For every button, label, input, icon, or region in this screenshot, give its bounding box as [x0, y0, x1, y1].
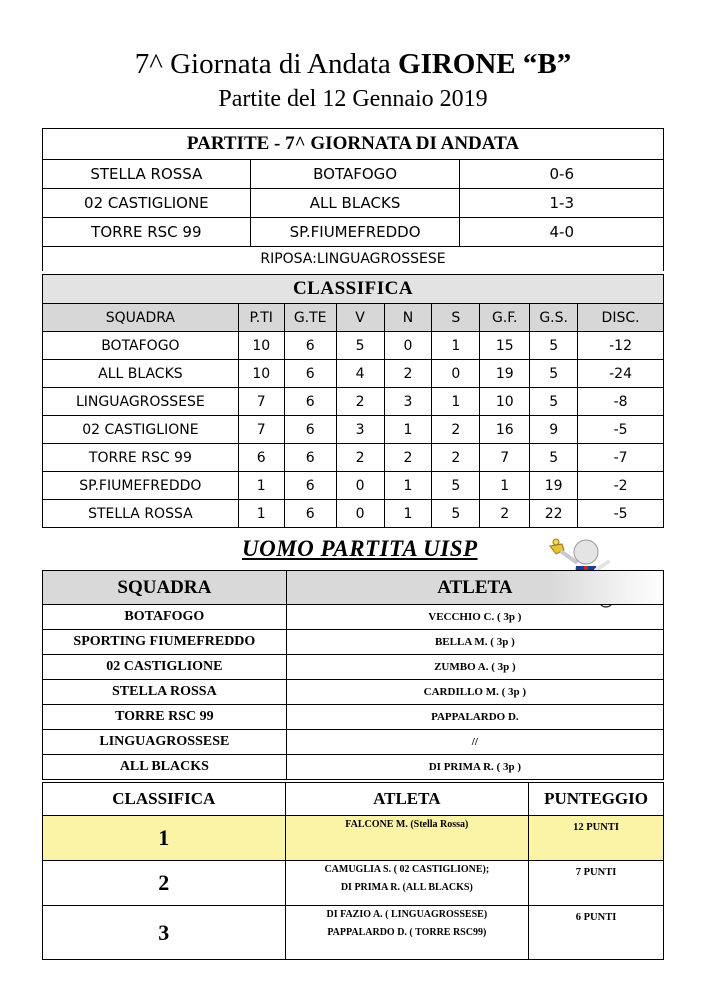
standings-cell: 4	[336, 360, 384, 388]
team-name: 02 CASTIGLIONE	[43, 416, 239, 444]
standings-cell: 0	[336, 500, 384, 528]
standings-cell: 1	[238, 500, 284, 528]
riposa-note: RIPOSA:LINGUAGROSSESE	[43, 247, 664, 272]
col-punteggio: PUNTEGGIO	[529, 783, 664, 816]
mom-athlete: PAPPALARDO D.	[286, 705, 663, 730]
standings-cell: 19	[480, 360, 530, 388]
man-of-match-table	[42, 570, 664, 780]
col-header: G.S.	[530, 304, 578, 332]
standings-cell: 6	[284, 388, 336, 416]
standings-cell: 15	[480, 332, 530, 360]
standings-cell: 6	[238, 444, 284, 472]
standings-cell: 6	[284, 500, 336, 528]
standings-cell: 3	[336, 416, 384, 444]
standings-table	[42, 274, 664, 528]
standings-cell: 2	[432, 416, 480, 444]
col-header: G.F.	[480, 304, 530, 332]
col-header: DISC.	[578, 304, 664, 332]
uomo-partita-title: UOMO PARTITA UISP	[242, 536, 478, 561]
page-subtitle: Partite del 12 Gennaio 2019	[218, 86, 488, 112]
match-row	[43, 218, 664, 247]
standings-row	[43, 444, 664, 472]
standings-cell: -12	[578, 332, 664, 360]
man-of-match-row	[43, 655, 664, 680]
col-classifica: CLASSIFICA	[43, 783, 286, 816]
standings-header-row	[43, 304, 664, 332]
rank-athlete	[285, 906, 529, 960]
standings-cell: 1	[480, 472, 530, 500]
player-ranking-table	[42, 782, 664, 960]
match-score: 1-3	[460, 189, 664, 218]
standings-cell: -5	[578, 500, 664, 528]
rank-athlete	[285, 861, 529, 906]
rank-points: 7 PUNTI	[529, 861, 664, 906]
mom-team: BOTAFOGO	[43, 605, 287, 630]
mom-team: LINGUAGROSSESE	[43, 730, 287, 755]
standings-cell: 19	[530, 472, 578, 500]
standings-cell: 7	[238, 388, 284, 416]
ranking-row	[43, 816, 664, 861]
team-name: LINGUAGROSSESE	[43, 388, 239, 416]
standings-cell: 5	[530, 444, 578, 472]
standings-cell: 0	[336, 472, 384, 500]
matches-table	[42, 128, 664, 271]
standings-cell: 5	[336, 332, 384, 360]
standings-row	[43, 360, 664, 388]
match-row	[43, 160, 664, 189]
title-main: 7^ Giornata di Andata	[134, 48, 391, 80]
man-of-match-header	[43, 571, 664, 605]
standings-cell: 5	[432, 472, 480, 500]
rank-athlete-line: PAPPALARDO D. ( TORRE RSC99)	[327, 927, 487, 938]
col-header: N	[384, 304, 432, 332]
man-of-match-row	[43, 680, 664, 705]
standings-cell: 5	[530, 360, 578, 388]
mom-athlete: ZUMBO A. ( 3p )	[286, 655, 663, 680]
standings-cell: 22	[530, 500, 578, 528]
standings-cell: -24	[578, 360, 664, 388]
standings-cell: 2	[336, 444, 384, 472]
man-of-match-row	[43, 730, 664, 755]
standings-cell: 1	[384, 472, 432, 500]
col-header: P.TI	[238, 304, 284, 332]
team-name: SP.FIUMEFREDDO	[43, 472, 239, 500]
standings-row	[43, 332, 664, 360]
man-of-match-row	[43, 630, 664, 655]
standings-cell: 2	[480, 500, 530, 528]
ranking-header	[43, 783, 664, 816]
standings-cell: 6	[284, 332, 336, 360]
standings-cell: 7	[480, 444, 530, 472]
rank-points: 6 PUNTI	[529, 906, 664, 960]
standings-cell: 0	[384, 332, 432, 360]
standings-cell: 10	[238, 360, 284, 388]
standings-cell: -2	[578, 472, 664, 500]
match-home: TORRE RSC 99	[43, 218, 251, 247]
standings-cell: 6	[284, 360, 336, 388]
standings-cell: -8	[578, 388, 664, 416]
standings-cell: 2	[384, 360, 432, 388]
standings-cell: -5	[578, 416, 664, 444]
standings-cell: 5	[530, 388, 578, 416]
mom-athlete: VECCHIO C. ( 3p )	[286, 605, 663, 630]
man-of-match-row	[43, 755, 664, 780]
standings-cell: 5	[432, 500, 480, 528]
match-score: 4-0	[460, 218, 664, 247]
standings-row	[43, 416, 664, 444]
mom-athlete: //	[286, 730, 663, 755]
match-away: BOTAFOGO	[250, 160, 460, 189]
man-of-match-row	[43, 705, 664, 730]
team-name: STELLA ROSSA	[43, 500, 239, 528]
standings-cell: 3	[384, 388, 432, 416]
mom-team: ALL BLACKS	[43, 755, 287, 780]
mom-team: STELLA ROSSA	[43, 680, 287, 705]
standings-cell: 5	[530, 332, 578, 360]
match-home: 02 CASTIGLIONE	[43, 189, 251, 218]
standings-cell: 9	[530, 416, 578, 444]
col-header: V	[336, 304, 384, 332]
col-header: SQUADRA	[43, 304, 239, 332]
standings-cell: -7	[578, 444, 664, 472]
rank-athlete-line: FALCONE M. (Stella Rossa)	[345, 819, 469, 830]
rank-position: 3	[43, 906, 286, 960]
rank-position: 2	[43, 861, 286, 906]
standings-title: CLASSIFICA	[43, 275, 664, 304]
match-row	[43, 189, 664, 218]
standings-cell: 10	[238, 332, 284, 360]
rank-athlete	[285, 816, 529, 861]
col-atleta: ATLETA	[286, 571, 663, 605]
matches-title: PARTITE - 7^ GIORNATA DI ANDATA	[43, 129, 664, 160]
standings-cell: 6	[284, 416, 336, 444]
team-name: BOTAFOGO	[43, 332, 239, 360]
col-header: S	[432, 304, 480, 332]
mom-athlete: DI PRIMA R. ( 3p )	[286, 755, 663, 780]
match-score: 0-6	[460, 160, 664, 189]
man-of-match-body	[43, 605, 664, 780]
team-name: TORRE RSC 99	[43, 444, 239, 472]
mom-team: SPORTING FIUMEFREDDO	[43, 630, 287, 655]
col-atleta: ATLETA	[285, 783, 529, 816]
standings-cell: 1	[432, 332, 480, 360]
standings-row	[43, 500, 664, 528]
standings-row	[43, 388, 664, 416]
standings-body	[43, 332, 664, 528]
ranking-row	[43, 906, 664, 960]
standings-cell: 1	[384, 500, 432, 528]
rank-athlete-line: CAMUGLIA S. ( 02 CASTIGLIONE);	[324, 864, 490, 875]
standings-cell: 16	[480, 416, 530, 444]
col-squadra: SQUADRA	[43, 571, 287, 605]
mom-team: 02 CASTIGLIONE	[43, 655, 287, 680]
standings-cell: 7	[238, 416, 284, 444]
standings-cell: 1	[384, 416, 432, 444]
standings-cell: 10	[480, 388, 530, 416]
standings-cell: 6	[284, 444, 336, 472]
match-away: SP.FIUMEFREDDO	[250, 218, 460, 247]
standings-row	[43, 472, 664, 500]
mom-athlete: BELLA M. ( 3p )	[286, 630, 663, 655]
rank-points: 12 PUNTI	[529, 816, 664, 861]
standings-cell: 0	[432, 360, 480, 388]
rank-position: 1	[43, 816, 286, 861]
rank-athlete-line: DI FAZIO A. ( LINGUAGROSSESE)	[326, 909, 488, 920]
match-away: ALL BLACKS	[250, 189, 460, 218]
standings-cell: 2	[432, 444, 480, 472]
mom-team: TORRE RSC 99	[43, 705, 287, 730]
col-header: G.TE	[284, 304, 336, 332]
ranking-row	[43, 861, 664, 906]
standings-cell: 2	[384, 444, 432, 472]
standings-cell: 1	[238, 472, 284, 500]
standings-cell: 1	[432, 388, 480, 416]
standings-cell: 2	[336, 388, 384, 416]
page-title	[0, 48, 706, 81]
man-of-match-row	[43, 605, 664, 630]
title-girone: GIRONE “B”	[398, 48, 572, 80]
rank-athlete-line: DI PRIMA R. (ALL BLACKS)	[340, 882, 473, 893]
mom-athlete: CARDILLO M. ( 3p )	[286, 680, 663, 705]
match-home: STELLA ROSSA	[43, 160, 251, 189]
team-name: ALL BLACKS	[43, 360, 239, 388]
standings-cell: 6	[284, 472, 336, 500]
